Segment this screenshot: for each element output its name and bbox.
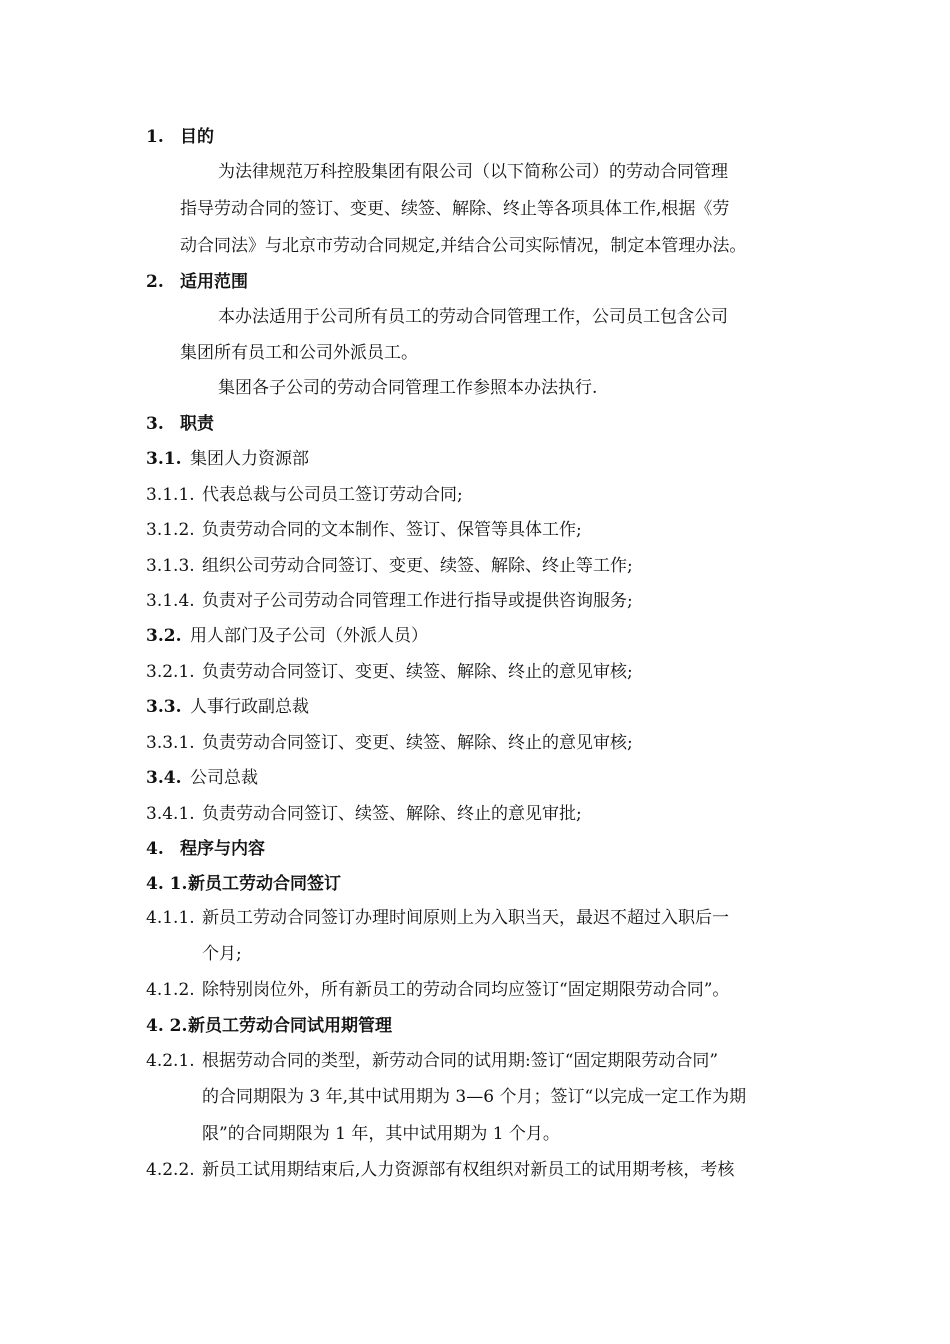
item-text-continuation: 个月; [202,944,242,964]
item-text: 组织公司劳动合同签订、变更、续签、解除、终止等工作; [202,556,633,576]
item-text: 除特别岗位外，所有新员工的劳动合同均应签订“固定期限劳动合同”。 [202,980,730,1000]
section-heading [146,270,248,294]
paragraph-line: 集团各子公司的劳动合同管理工作参照本办法执行. [218,378,598,398]
section-title: 目的 [180,127,214,147]
subsection-title: 用人部门及子公司（外派人员） [190,626,428,646]
list-item [146,483,463,507]
subsection-heading [146,1014,392,1038]
subsection-title: 人事行政副总裁 [190,697,309,717]
item-number: 3.3.1. [146,733,195,753]
section-number: 4. [146,839,164,859]
list-item [146,731,633,755]
item-number: 3.1.4. [146,591,195,611]
subsection-number: 4. 2. [146,1016,188,1036]
subsection-heading [146,447,309,471]
item-text-continuation: 的合同期限为 3 年,其中试用期为 3—6 个月；签订“以完成一定工作为期 [202,1087,747,1107]
section-heading [146,837,265,861]
subsection-number: 3.3. [146,697,182,717]
list-item [146,518,582,542]
item-text: 代表总裁与公司员工签订劳动合同; [202,485,463,505]
item-text: 新员工试用期结束后,人力资源部有权组织对新员工的试用期考核，考核 [202,1160,735,1180]
item-number: 3.1.3. [146,556,195,576]
subsection-number: 3.1. [146,449,182,469]
item-number: 3.1.2. [146,520,195,540]
paragraph-line: 指导劳动合同的签订、变更、续签、解除、终止等各项具体工作,根据《劳 [180,199,730,219]
paragraph-line: 为法律规范万科控股集团有限公司（以下简称公司）的劳动合同管理 [218,162,728,182]
list-item [146,978,729,1002]
subsection-number: 4. 1. [146,874,188,894]
list-item [146,802,582,826]
subsection-title: 新员工劳动合同试用期管理 [188,1016,392,1036]
item-text: 根据劳动合同的类型，新劳动合同的试用期:签订“固定期限劳动合同” [202,1051,719,1071]
section-number: 1. [146,127,164,147]
item-number: 4.1.1. [146,908,195,928]
subsection-title: 公司总裁 [190,768,258,788]
section-title: 程序与内容 [180,839,265,859]
subsection-heading [146,872,341,896]
subsection-title: 新员工劳动合同签订 [188,874,341,894]
paragraph-line: 动合同法》与北京市劳动合同规定,并结合公司实际情况，制定本管理办法。 [180,236,747,256]
list-item [146,1158,734,1182]
item-text-continuation: 限”的合同期限为 1 年，其中试用期为 1 个月。 [202,1124,560,1144]
subsection-heading [146,624,428,648]
item-number: 3.4.1. [146,804,195,824]
item-number: 3.2.1. [146,662,195,682]
subsection-number: 3.4. [146,768,182,788]
list-item [146,1049,718,1073]
item-text: 负责劳动合同的文本制作、签订、保管等具体工作; [202,520,582,540]
subsection-heading [146,766,258,790]
item-text: 负责劳动合同签订、变更、续签、解除、终止的意见审核; [202,662,633,682]
list-item [146,906,729,930]
item-text: 负责劳动合同签订、续签、解除、终止的意见审批; [202,804,582,824]
item-number: 4.1.2. [146,980,195,1000]
item-number: 4.2.1. [146,1051,195,1071]
section-number: 3. [146,414,164,434]
paragraph-line: 集团所有员工和公司外派员工。 [180,343,418,363]
subsection-heading [146,695,309,719]
list-item [146,589,633,613]
item-text: 新员工劳动合同签订办理时间原则上为入职当天，最迟不超过入职后一 [202,908,729,928]
subsection-number: 3.2. [146,626,182,646]
section-heading [146,125,214,149]
section-number: 2. [146,272,164,292]
subsection-title: 集团人力资源部 [190,449,309,469]
paragraph-line: 本办法适用于公司所有员工的劳动合同管理工作，公司员工包含公司 [218,307,728,327]
item-number: 3.1.1. [146,485,195,505]
list-item [146,554,633,578]
list-item [146,660,633,684]
section-title: 适用范围 [180,272,248,292]
item-text: 负责劳动合同签订、变更、续签、解除、终止的意见审核; [202,733,633,753]
section-title: 职责 [180,414,214,434]
item-number: 4.2.2. [146,1160,195,1180]
section-heading [146,412,214,436]
item-text: 负责对子公司劳动合同管理工作进行指导或提供咨询服务; [202,591,633,611]
